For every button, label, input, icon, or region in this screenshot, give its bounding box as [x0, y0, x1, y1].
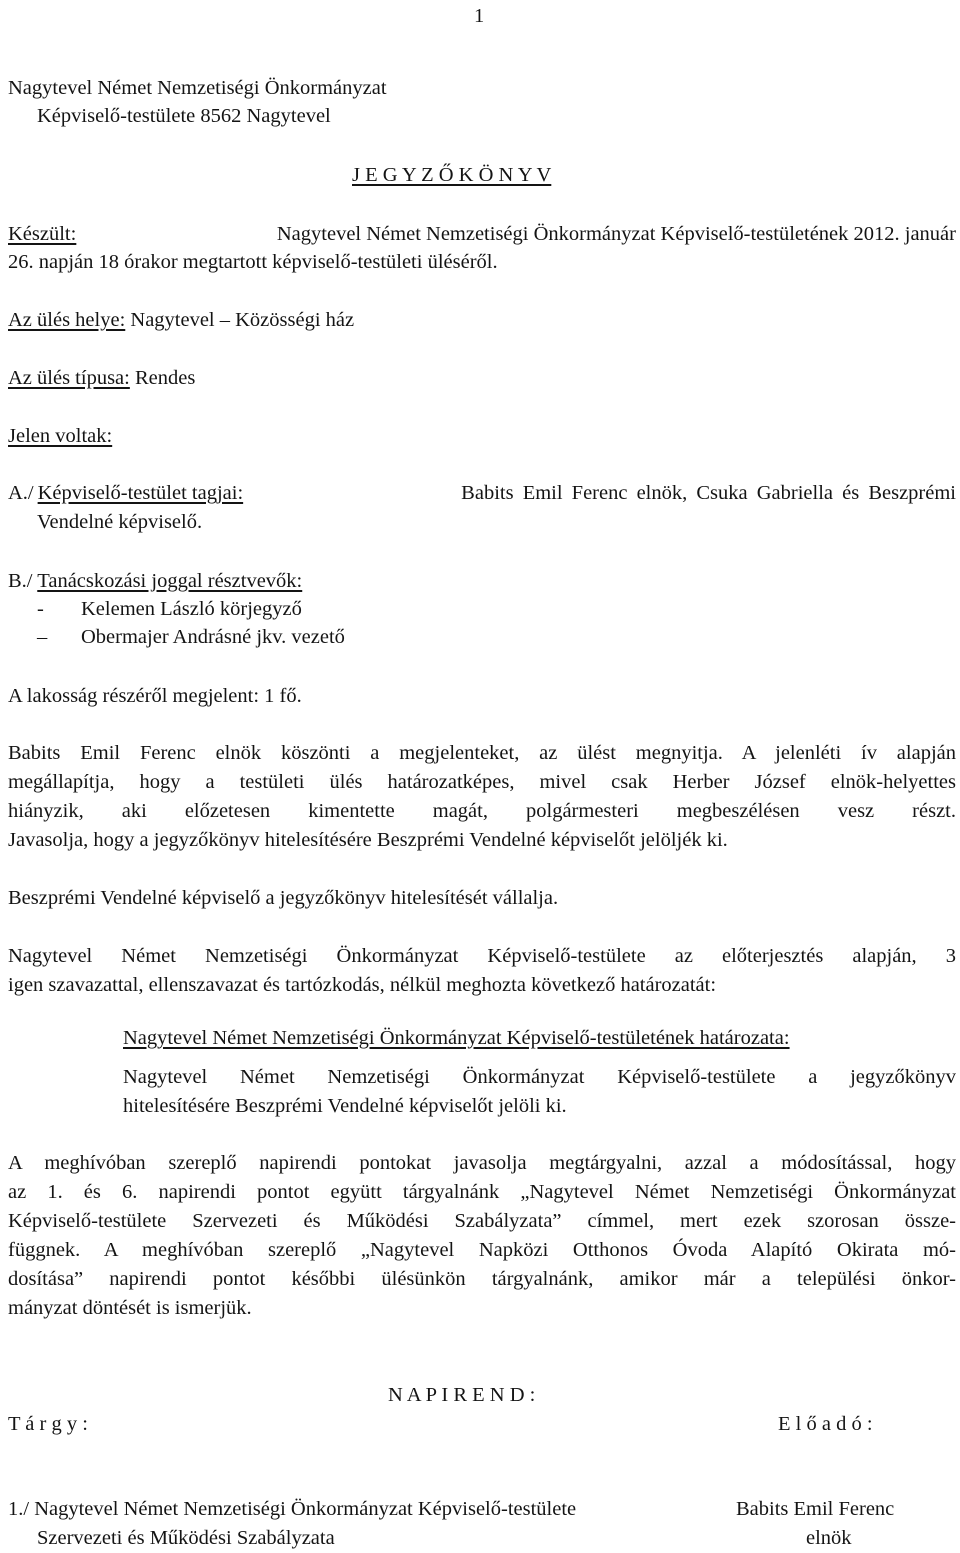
section-b-item [37, 625, 345, 649]
page-number: 1 [474, 5, 485, 27]
section-a-prefix: A./ [8, 482, 34, 504]
section-b-item [37, 597, 302, 621]
hatarozat-title: Nagytevel Német Nemzetiségi Önkormányzat Képviselő-testületének határozata: [123, 1027, 790, 1049]
napirend-item-subject-1: Nagytevel Német Nemzetiségi Önkormányzat Képviselő-testülete [34, 1498, 577, 1520]
para1-line-3: hiányzik, aki előzetesen kimentette magát, polgármesteri megbeszélésen vesz részt. [8, 800, 956, 822]
targy-label: T á r g y : [8, 1413, 88, 1435]
section-b-label: Tanácskozási joggal résztvevők: [37, 570, 303, 592]
section-b-heading [8, 569, 302, 593]
napirend-item-subject-2: Szervezeti és Működési Szabályzata [37, 1527, 335, 1549]
list-item-text: Kelemen László körjegyző [81, 598, 302, 620]
para4-line-2: az 1. és 6. napirendi pontot együtt tárgyalnánk „Nagytevel Német Nemzetiségi Önkormányzat [8, 1181, 956, 1203]
napirend-title: N A P I R E N D : [388, 1384, 536, 1406]
section-a-line-1 [8, 481, 956, 505]
document-title: J E G Y Z Ő K Ö N Y V [352, 164, 552, 186]
list-dash: – [37, 626, 48, 648]
para4-line-3: Képviselő-testülete Szervezeti és Működési Szabályzata” címmel, mert ezek szorosan össze- [8, 1210, 956, 1232]
para1-line-2: megállapítja, hogy a testületi ülés határozatképes, mivel csak Herber József elnök-helyettes [8, 771, 956, 793]
ules-tipusa-label: Az ülés típusa: [8, 367, 130, 389]
hatarozat-line-1: Nagytevel Német Nemzetiségi Önkormányzat Képviselő-testülete a jegyzőkönyv [123, 1066, 956, 1088]
ules-helye [8, 308, 354, 332]
keszult-text-2: 26. napján 18 órakor megtartott képviselő-testületi üléséről. [8, 251, 498, 273]
header-line-1: Nagytevel Német Nemzetiségi Önkormányzat [8, 77, 387, 99]
ules-helye-value: Nagytevel – Közösségi ház [130, 309, 355, 331]
para3-line-1: Nagytevel Német Nemzetiségi Önkormányzat Képviselő-testülete az előterjesztés alapján, 3 [8, 945, 956, 967]
napirend-item-number: 1./ [8, 1498, 30, 1520]
section-a-text-2: Vendelné képviselő. [37, 511, 203, 533]
ules-tipusa-value: Rendes [134, 367, 196, 389]
para2-text: Beszprémi Vendelné képviselő a jegyzőkönyv hitelesítését vállalja. [8, 887, 559, 909]
napirend-item-presenter-2: elnök [806, 1527, 852, 1549]
lakossag-text: A lakosság részéről megjelent: 1 fő. [8, 685, 302, 707]
para4-line-5: dosítása” napirendi pontot későbbi ülésünkön tárgyalnánk, amikor már a települési önkor- [8, 1268, 956, 1290]
ules-tipusa [8, 366, 195, 390]
hatarozat-line-2: hitelesítésére Beszprémi Vendelné képviselőt jelöli ki. [123, 1095, 567, 1117]
para4-line-4: függnek. A meghívóban szereplő „Nagytevel Napközi Otthonos Óvoda Alapító Okirata mó- [8, 1239, 956, 1261]
section-b-prefix: B./ [8, 570, 33, 592]
para3-line-2: igen szavazattal, ellenszavazat és tartózkodás, nélkül meghozta következő határozatát: [8, 974, 717, 996]
ules-helye-label: Az ülés helye: [8, 309, 126, 331]
keszult-text-1: Nagytevel Német Nemzetiségi Önkormányzat Képviselő-testületének 2012. január [276, 223, 956, 245]
section-a-label: Képviselő-testület tagjai: [37, 482, 244, 504]
list-item-text: Obermajer Andrásné jkv. vezető [81, 626, 345, 648]
napirend-item [8, 1497, 576, 1521]
keszult-label: Készült: [8, 223, 77, 245]
jelen-voltak-label: Jelen voltak: [8, 425, 113, 447]
para4-line-1: A meghívóban szereplő napirendi pontokat javasolja megtárgyalni, azzal a módosítással, hogy [8, 1152, 956, 1174]
section-a-text-1: Babits Emil Ferenc elnök, Csuka Gabriella és Beszprémi [461, 482, 956, 504]
header-line-2: Képviselő-testülete 8562 Nagytevel [37, 105, 331, 127]
eloado-label: E l ő a d ó : [778, 1413, 873, 1435]
para1-line-1: Babits Emil Ferenc elnök köszönti a megjelenteket, az ülést megnyitja. A jelenléti ív alapján [8, 742, 956, 764]
para4-line-6: mányzat döntését is ismerjük. [8, 1297, 252, 1319]
napirend-item-presenter-1: Babits Emil Ferenc [736, 1498, 895, 1520]
list-dash: - [37, 598, 44, 620]
keszult-line-1 [8, 222, 956, 246]
para1-line-4: Javasolja, hogy a jegyzőkönyv hitelesítésére Beszprémi Vendelné képviselőt jelöljék ki. [8, 829, 728, 851]
